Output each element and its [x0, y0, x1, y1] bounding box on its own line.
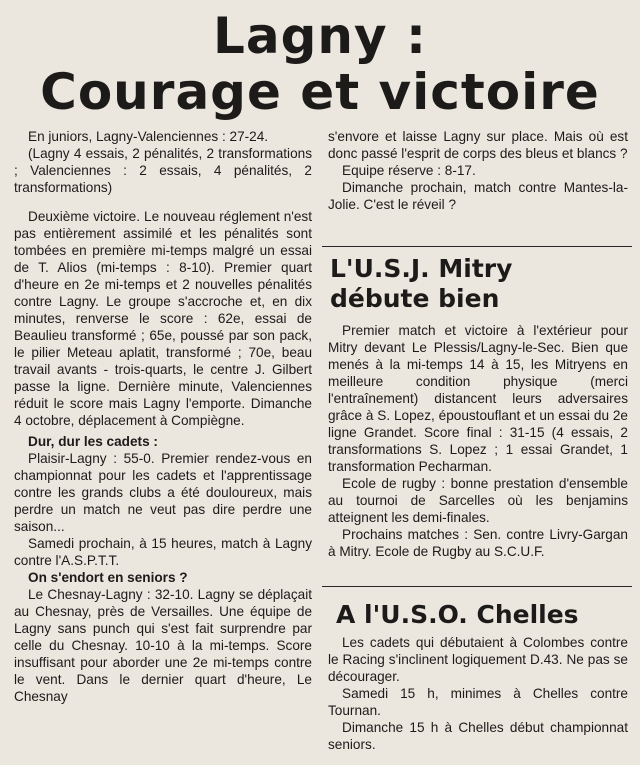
- divider-mitry: [322, 246, 632, 247]
- juniors-details: (Lagny 4 essais, 2 pénalités, 2 transformations ; Valenciennes : 2 essais, 4 pénalités, 2 transformations): [14, 146, 312, 195]
- mitry-heading-line-2: débute bien: [330, 284, 500, 313]
- cadets-text: Plaisir-Lagny : 55-0. Premier rendez-vous en championnat pour les cadets et l'apprentissage contre les grands clubs a été douloureux, mais perdre un match ne veut pas dire perdre une saison...: [14, 451, 312, 534]
- chelles-samedi: Samedi 15 h, minimes à Chelles contre Tournan.: [328, 686, 628, 718]
- next-sunday: Dimanche prochain, match contre Mantes-la-Jolie. C'est le réveil ?: [328, 180, 628, 212]
- mitry-heading: [330, 254, 512, 314]
- right-column-top: [328, 128, 628, 213]
- headline: [40, 8, 600, 120]
- juniors-score: En juniors, Lagny-Valenciennes : 27-24.: [28, 129, 269, 144]
- seniors-text: Le Chesnay-Lagny : 32-10. Lagny se déplaçait au Chesnay, près de Versailles. Une équipe de Lagny sans punch qui s'est fait surprendre par celle du Chesnay. 10-10 à la mi-temps. Score insuffisant pour aborder une 2e mi-temps contre le vent. Dans le dernier quart d'heure, Le Chesnay: [14, 587, 312, 704]
- continuation-text: s'envore et laisse Lagny sur place. Mais où est donc passé l'esprit de corps des bleus et blancs ?: [328, 129, 628, 161]
- headline-line-2: Courage et victoire: [40, 63, 600, 121]
- chelles-heading: A l'U.S.O. Chelles: [336, 600, 579, 629]
- mitry-section: [328, 322, 628, 560]
- cadets-heading: Dur, dur les cadets :: [28, 434, 158, 449]
- next-match: Samedi prochain, à 15 heures, match à Lagny contre l'A.S.P.T.T.: [14, 536, 312, 568]
- left-column: [14, 128, 312, 705]
- match-report: Deuxième victoire. Le nouveau réglement n'est pas entièrement assimilé et les pénalités sont tombées en première mi-temps malgré un essai de T. Alios (mi-temps : 8-10). Premier quart d'heure en 2e mi-temps et 2 nouvelles pénalités contre Lagny. Le groupe s'accroche et, en dix minutes, renverse le score : 62e, essai de Beaulieu transformé ; 65e, poussé par son pack, le pilier Meteau aplatit, transformé ; 70e, beau travail avants - trois-quarts, le centre J. Gilbert passe la ligne. Dernière minute, Valenciennes réduit le score mais Lagny l'emporte. Dimanche 4 octobre, déplacement à Compiègne.: [14, 209, 312, 428]
- chelles-dimanche: Dimanche 15 h à Chelles début championnat seniors.: [328, 720, 628, 752]
- reserve-score: Equipe réserve : 8-17.: [342, 163, 476, 178]
- chelles-section: [328, 634, 628, 753]
- divider-chelles: [322, 586, 632, 587]
- mitry-text: Premier match et victoire à l'extérieur pour Mitry devant Le Plessis/Lagny-le-Sec. Bien que menés à la mi-temps 14 à 15, les Mitryens en meilleure condition physique (merci l'entraînement) distancent leurs adversaires grâce à S. Lopez, époustouflant et un essai du 2e ligne Grandet. Score final : 31-15 (4 essais, 2 transformations S. Lopez ; 1 essai Grandet, 1 transformation Pecharman.: [328, 323, 628, 474]
- prochains-matches: Prochains matches : Sen. contre Livry-Gargan à Mitry. Ecole de Rugby au S.C.U.F.: [328, 527, 628, 559]
- mitry-heading-line-1: L'U.S.J. Mitry: [330, 254, 513, 283]
- seniors-heading: On s'endort en seniors ?: [28, 570, 188, 585]
- chelles-text: Les cadets qui débutaient à Colombes contre le Racing s'inclinent logiquement D.43. Ne pas se décourager.: [328, 635, 628, 684]
- ecole-rugby: Ecole de rugby : bonne prestation d'ensemble au tournoi de Sarcelles où les benjamins atteignent les demi-finales.: [328, 476, 628, 525]
- headline-line-1: Lagny :: [213, 7, 427, 65]
